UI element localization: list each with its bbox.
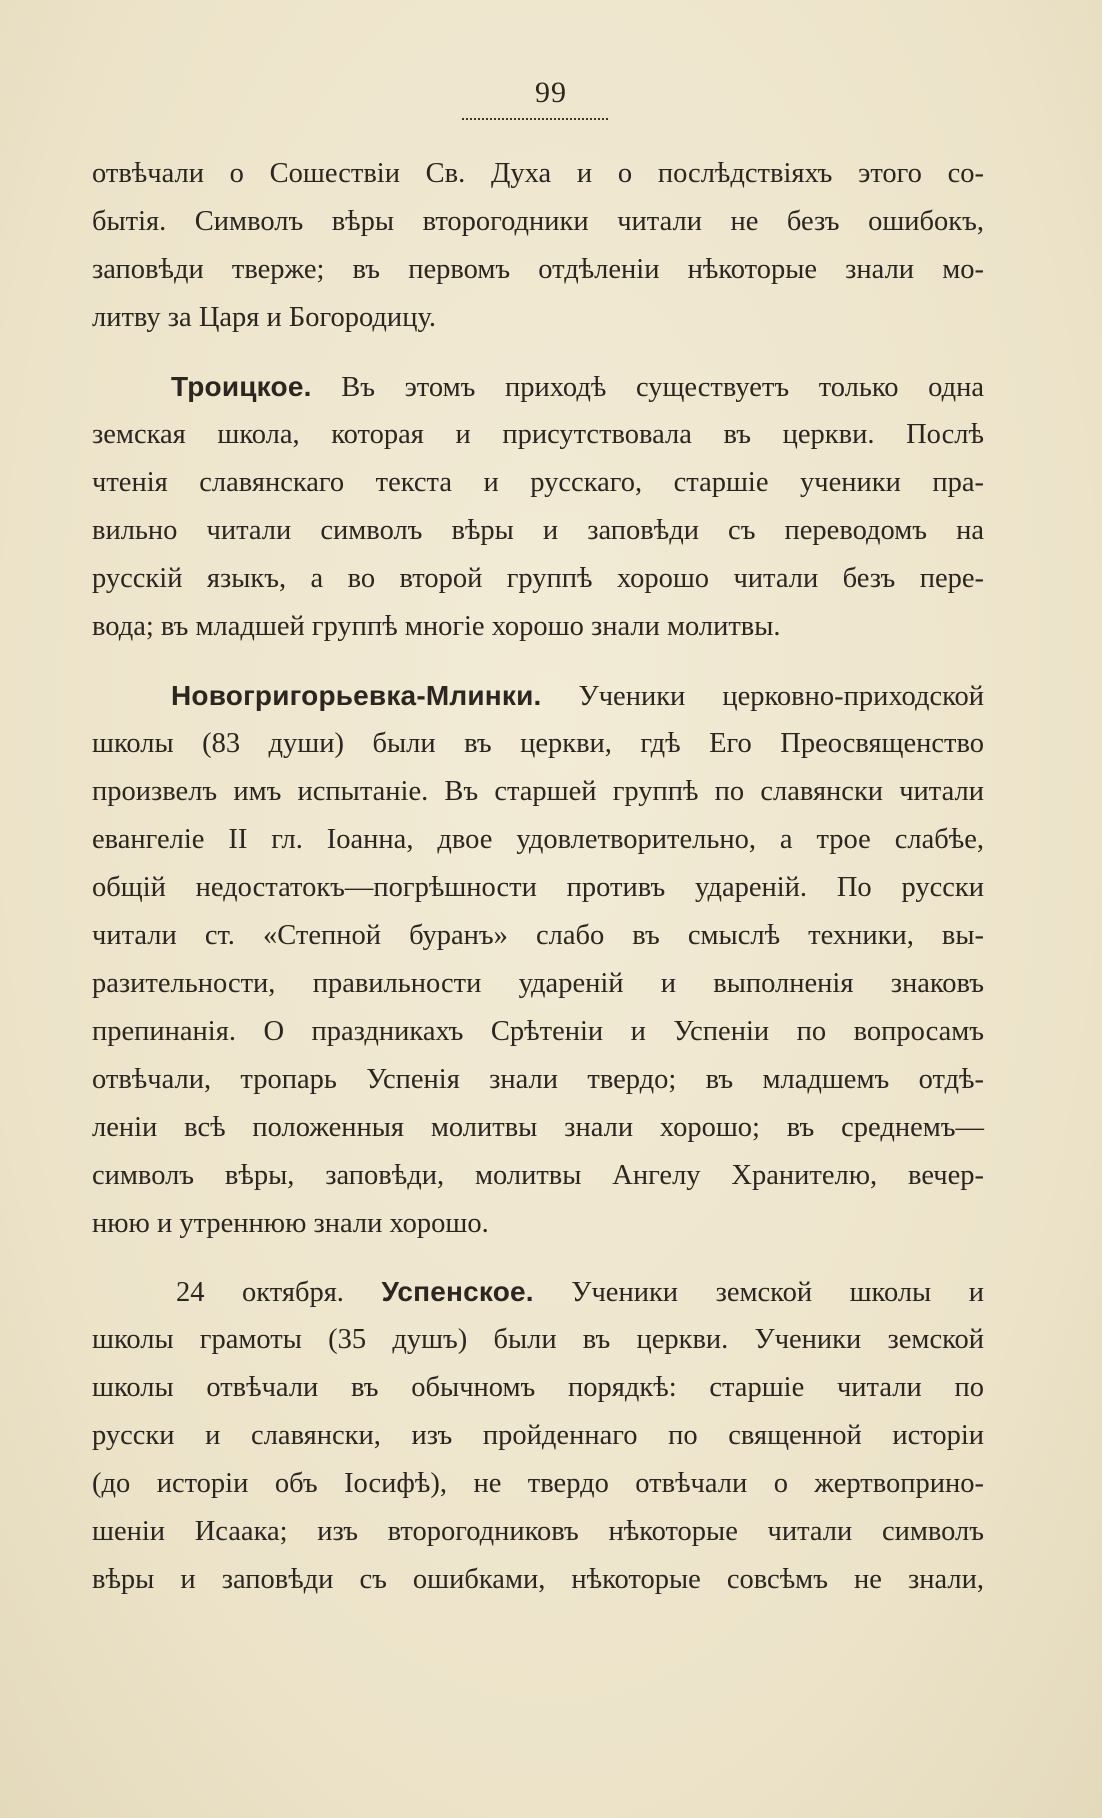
text-line: школы отвѣчали въ обычномъ порядкѣ: старшіе читали по — [92, 1372, 984, 1403]
text-line: отвѣчали, тропарь Успенія знали твердо; въ младшемъ отдѣ- — [92, 1064, 984, 1095]
place-heading: Троицкое. — [171, 371, 312, 402]
text-line: русскій языкъ, а во второй группѣ хорошо читали безъ пере- — [92, 563, 984, 594]
place-heading: Успенское. — [381, 1276, 534, 1307]
text-line: заповѣди тверже; въ первомъ отдѣленіи нѣкоторые знали мо- — [92, 254, 984, 285]
text-line: бытія. Символъ вѣры второгодники читали не безъ ошибокъ, — [92, 206, 984, 237]
text-line: русски и славянски, изъ пройденнаго по священной исторіи — [92, 1420, 984, 1451]
text-line: Троицкое. Въ этомъ приходѣ существуетъ только одна — [171, 371, 984, 403]
text-line: земская школа, которая и присутствовала въ церкви. Послѣ — [92, 419, 984, 450]
text-line: 24 октября. Успенское. Ученики земской школы и — [176, 1276, 984, 1308]
text-line: (до исторіи объ Іосифѣ), не твердо отвѣчали о жертвоприно- — [92, 1468, 984, 1499]
text-line: общій недостатокъ—погрѣшности противъ удареній. По русски — [92, 872, 984, 903]
text-line: препинанія. О праздникахъ Срѣтеніи и Успеніи по вопросамъ — [92, 1016, 984, 1047]
text-line: нюю и утреннюю знали хорошо. — [92, 1208, 489, 1239]
text-line: леніи всѣ положенныя молитвы знали хорошо; въ среднемъ— — [92, 1112, 984, 1143]
text-line: школы грамоты (35 душъ) были въ церкви. Ученики земской — [92, 1324, 984, 1355]
header-rule — [462, 118, 608, 120]
text-line: евангеліе II гл. Іоанна, двое удовлетворительно, а трое слабѣе, — [92, 824, 984, 855]
text-line: разительности, правильности удареній и выполненія знаковъ — [92, 968, 984, 999]
page-number: 99 — [535, 76, 567, 109]
place-heading: Новогригорьевка-Млинки. — [171, 680, 542, 711]
text-line: символъ вѣры, заповѣди, молитвы Ангелу Хранителю, вечер- — [92, 1160, 984, 1191]
text-line: читали ст. «Степной буранъ» слабо въ смыслѣ техники, вы- — [92, 920, 984, 951]
text-line: вѣры и заповѣди съ ошибками, нѣкоторые совсѣмъ не знали, — [92, 1564, 984, 1595]
text-line: литву за Царя и Богородицу. — [92, 302, 436, 333]
text-line: вода; въ младшей группѣ многіе хорошо знали молитвы. — [92, 611, 781, 642]
text-line: чтенія славянскаго текста и русскаго, старшіе ученики пра- — [92, 467, 984, 498]
text-line: вильно читали символъ вѣры и заповѣди съ переводомъ на — [92, 515, 984, 546]
text-line: произвелъ имъ испытаніе. Въ старшей группѣ по славянски читали — [92, 776, 984, 807]
text-line: школы (83 души) были въ церкви, гдѣ Его Преосвященство — [92, 728, 984, 759]
text-line: Новогригорьевка-Млинки. Ученики церковно-приходской — [171, 680, 984, 712]
text-line: шеніи Исаака; изъ второгодниковъ нѣкоторые читали символъ — [92, 1516, 984, 1547]
text-line: отвѣчали о Сошествіи Св. Духа и о послѣдствіяхъ этого со- — [92, 158, 984, 189]
